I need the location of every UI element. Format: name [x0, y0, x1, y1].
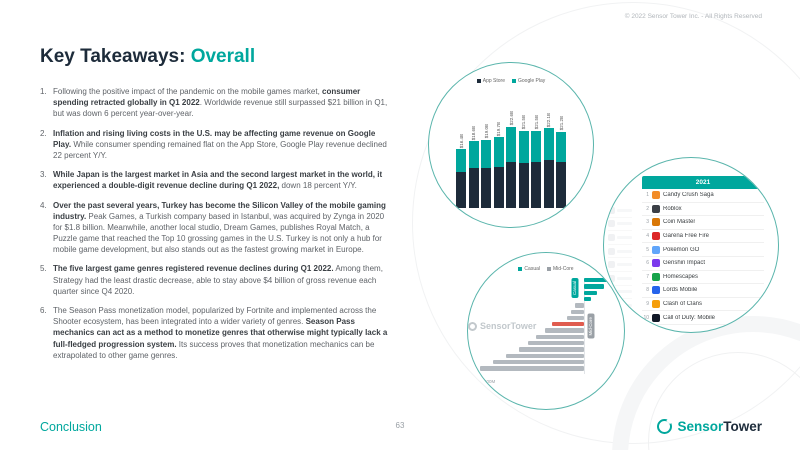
legend-swatch [512, 79, 516, 83]
revenue-chart-legend [477, 78, 546, 84]
bar-total-label: $21.5B [533, 115, 539, 130]
takeaway-number: 5. [40, 264, 47, 274]
bar-total-label: $18.6B [471, 125, 476, 141]
chart-genre-revenue-change-circle [467, 252, 625, 410]
takeaway-item [40, 263, 392, 297]
revenue-bar [506, 111, 516, 208]
game-name: Lords Mobile [663, 287, 698, 294]
ghost-row [608, 231, 632, 245]
bar-segment [494, 137, 504, 167]
takeaway-number: 2. [40, 128, 47, 138]
bar-segment [531, 131, 541, 163]
ghost-game-icon [608, 234, 615, 241]
sensor-tower-logo-icon [657, 419, 672, 434]
bar-segment [456, 172, 466, 208]
bar-total-label: $22.6B [508, 111, 514, 126]
page-title-prefix: Key Takeaways: [40, 45, 186, 67]
bar-segment [469, 141, 479, 168]
game-name: Pokémon GO [663, 246, 700, 253]
revenue-bar [469, 126, 479, 208]
takeaway-text: The five largest game genres registered revenue declines during Q1 2022. [53, 264, 334, 274]
rank-number: 2 [646, 205, 649, 212]
takeaway-item [40, 86, 392, 120]
game-name: Coin Master [663, 219, 696, 226]
takeaway-text: Its success proves that monetization mechanics can be extrapolated to other game genres. [53, 339, 375, 360]
logo-text-tower: Tower [723, 419, 762, 434]
game-icon [652, 232, 660, 240]
bar-segment [506, 127, 516, 162]
ranking-chart [604, 158, 778, 332]
genre-bar [506, 354, 584, 358]
ghost-game-icon [608, 220, 615, 227]
game-name: Clash of Clans [663, 301, 703, 308]
game-icon [652, 191, 660, 199]
rank-number: 4 [646, 233, 649, 240]
watermark-ring-icon [468, 322, 477, 331]
legend-swatch [518, 267, 522, 271]
takeaway-text: . Worldwide revenue still surpassed $21 billion in Q1, but was down 6 percent year-over-year. [53, 98, 388, 119]
takeaway-text: Over the past several years, Turkey has become the Silicon Valley of the mobile gaming industry. [53, 200, 386, 221]
bar-segment [469, 168, 479, 208]
game-icon [652, 314, 660, 322]
takeaway-text: While Japan is the largest market in Asia and the second largest market in the world, it experienced a double-digit revenue decline during Q1 2022, [53, 170, 383, 191]
takeaway-number: 6. [40, 306, 47, 315]
genre-bar [528, 341, 584, 345]
bar-total-label: $21.5B [521, 115, 526, 130]
game-name: Roblox [663, 205, 682, 212]
copyright-text: © 2022 Sensor Tower Inc. - All Rights Reserved [624, 13, 762, 20]
ranking-row [642, 216, 764, 230]
ghost-row [608, 204, 632, 218]
genre-bar [519, 347, 584, 351]
legend-item: Mid-Core [547, 266, 574, 272]
genre-bar [584, 297, 591, 301]
takeaway-text: Peak Games, a Turkish company based in Istanbul, was acquired by Zynga in 2020 for $1.8 billion. Meanwhile, another local studio, Dream Games, publishes Royal Match, a Puzzle game that reached the Top 10 grossing games in the U.S. Turkey is not only a hub for mobile game development, but also stands out as the fastest growing market in Europe. [53, 211, 385, 255]
rank-number: 9 [646, 301, 649, 308]
game-icon [652, 259, 660, 267]
ranking-row [642, 311, 764, 325]
bar-segment [494, 167, 504, 208]
rank-number: 3 [646, 219, 649, 226]
rank-number: 5 [646, 246, 649, 253]
bar-segment [544, 128, 554, 160]
sensor-tower-logo [657, 419, 762, 434]
game-name: Garena Free Fire [663, 233, 710, 240]
axis-tick-label: -$500M [480, 379, 496, 384]
takeaway-number: 3. [40, 170, 47, 180]
ranking-row [642, 284, 764, 298]
genre-bar [575, 303, 584, 307]
ranking-rows [642, 189, 764, 325]
bar-segment [456, 149, 466, 172]
legend-swatch [547, 267, 551, 271]
chart-top-games-ranking-circle [603, 157, 779, 333]
revenue-bar [494, 122, 504, 208]
takeaway-text: Following the positive impact of the pandemic on the mobile games market, [53, 87, 323, 96]
ranking-row [642, 203, 764, 217]
genre-bar [536, 335, 584, 339]
takeaway-number: 4. [40, 200, 47, 210]
game-name: Candy Crush Saga [663, 192, 714, 199]
bar-segment [519, 163, 529, 208]
ranking-table [642, 176, 764, 325]
page-title [40, 46, 255, 68]
takeaway-text: down 18 percent Y/Y. [279, 181, 357, 191]
logo-text-sensor: Sensor [677, 419, 724, 434]
bar-total-label: $19.7B [496, 121, 501, 137]
rank-number: 1 [646, 192, 649, 199]
page-title-accent: Overall [190, 45, 256, 67]
takeaway-item [40, 305, 392, 361]
page-number: 63 [395, 421, 405, 430]
takeaway-text: Inflation and rising living costs in the U.S. may be affecting game revenue on Google Play. [53, 128, 376, 149]
ranking-row [642, 298, 764, 312]
flow-pill-midcore: Mid-Core [588, 314, 595, 339]
takeaway-text: While consumer spending remained flat on the App Store, Google Play revenue declined 22 percent Y/Y. [53, 139, 387, 160]
takeaway-item [40, 128, 392, 162]
genre-bar [584, 284, 604, 288]
watermark-text: SensorTower [480, 321, 537, 331]
bar-total-label: $22.1B [546, 113, 551, 128]
genre-change-chart [468, 253, 624, 409]
rank-number: 8 [646, 287, 649, 294]
takeaway-text: consumer spending retracted globally in Q1 2022 [53, 87, 361, 108]
ranking-row [642, 271, 764, 285]
sensor-tower-watermark [468, 321, 536, 331]
game-icon [652, 300, 660, 308]
revenue-bar [481, 124, 491, 208]
ghost-game-name [617, 236, 632, 239]
game-icon [652, 205, 660, 213]
genre-bar [584, 278, 610, 282]
ranking-row [642, 189, 764, 203]
revenue-bar [456, 134, 466, 208]
chart-quarterly-revenue-circle [428, 62, 594, 228]
game-icon [652, 246, 660, 254]
bar-segment [544, 160, 554, 208]
bar-segment [481, 168, 491, 208]
revenue-chart-bars [456, 90, 566, 208]
bar-segment [519, 131, 529, 163]
revenue-bar [556, 116, 566, 208]
bar-segment [481, 140, 491, 169]
takeaway-text: Season Pass mechanics can act as a method to monetize genres that otherwise might typically lack a full-fledged progression system. [53, 317, 388, 349]
genre-bar [545, 328, 584, 332]
flow-legend [518, 266, 573, 272]
ranking-row [642, 243, 764, 257]
ghost-game-name [617, 209, 632, 212]
ghost-game-icon [608, 207, 615, 214]
game-name: Homescapes [663, 273, 699, 280]
rank-number: 10 [643, 314, 649, 321]
takeaway-item [40, 200, 392, 256]
ranking-year-header: 2021 [642, 176, 764, 189]
genre-bar [567, 316, 584, 320]
genre-bar [571, 310, 584, 314]
section-label: Conclusion [40, 420, 102, 434]
bar-segment [556, 132, 566, 162]
takeaway-text: The Season Pass monetization model, popularized by Fortnite and implemented across the Shooter ecosystem, has been integrated into a wider variety of genres. [53, 306, 377, 327]
ranking-row [642, 230, 764, 244]
genre-bar [584, 291, 597, 295]
game-icon [652, 286, 660, 294]
legend-item: Casual [518, 266, 540, 272]
ghost-game-name [617, 222, 632, 225]
genre-bar [480, 366, 584, 370]
genre-bar [552, 322, 585, 326]
bar-segment [506, 162, 516, 208]
genre-bar [493, 360, 584, 364]
takeaway-text: Among them, Strategy had the least drastic decrease, able to stay above $4 billion of gross revenue each quarter since Q4 2020. [53, 264, 383, 296]
sensor-tower-logo-text [677, 419, 762, 434]
takeaways-list [40, 86, 392, 369]
ranking-row [642, 257, 764, 271]
takeaway-number: 1. [40, 87, 47, 96]
bar-segment [531, 162, 541, 208]
rank-number: 6 [646, 260, 649, 267]
revenue-bar [544, 113, 554, 208]
revenue-bar [519, 115, 529, 208]
legend-item: App Store [477, 78, 505, 84]
game-name: Call of Duty: Mobile [663, 314, 716, 321]
legend-swatch [477, 79, 481, 83]
takeaway-item [40, 169, 392, 191]
bar-total-label: $16.4B [458, 133, 464, 148]
quarterly-revenue-chart [429, 63, 593, 227]
game-icon [652, 273, 660, 281]
bar-total-label: $19.0B [483, 124, 489, 139]
ghost-row [608, 218, 632, 232]
flow-pill-casual: Casual [572, 278, 579, 298]
bar-segment [556, 162, 566, 208]
game-icon [652, 218, 660, 226]
legend-item: Google Play [512, 78, 545, 84]
game-name: Genshin Impact [663, 260, 706, 267]
rank-number: 7 [646, 273, 649, 280]
revenue-bar [531, 115, 541, 208]
bar-total-label: $21.2B [558, 116, 564, 131]
